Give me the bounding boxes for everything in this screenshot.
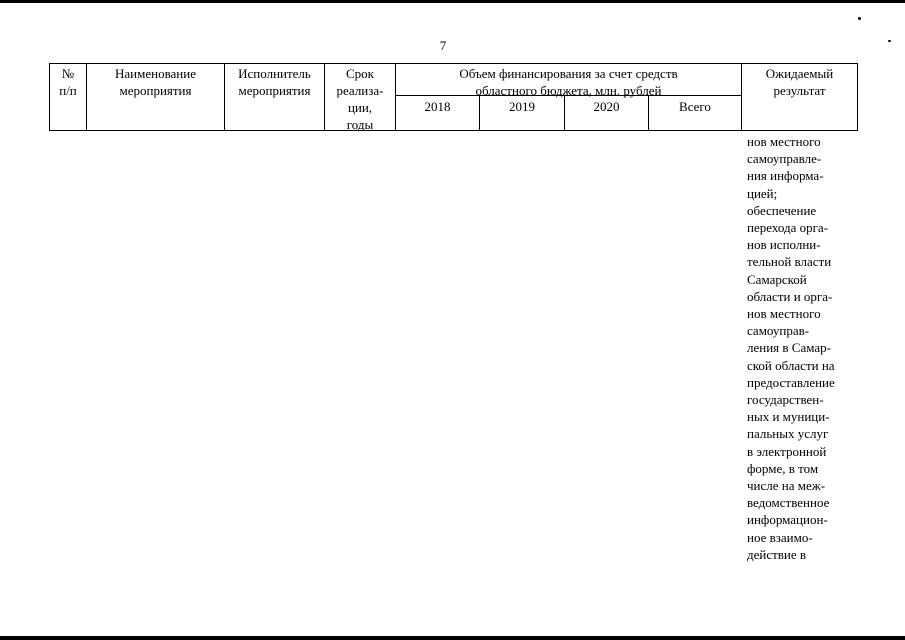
result-line: информацион- bbox=[747, 512, 828, 528]
expected-result-text bbox=[747, 133, 859, 563]
header-funding: Объем финансирования за счет средств областного бюджета, млн. рублей bbox=[459, 66, 678, 98]
result-line: в электронной bbox=[747, 443, 827, 459]
result-line: перехода орга- bbox=[747, 220, 829, 236]
result-line: обеспечение bbox=[747, 202, 817, 218]
header-number: № п/п bbox=[59, 66, 77, 98]
result-line: самоуправ- bbox=[747, 323, 810, 339]
result-line: нов исполни- bbox=[747, 237, 821, 253]
scan-edge-bottom bbox=[0, 636, 905, 640]
header-total: Всего bbox=[679, 99, 711, 114]
result-line: ления в Самар- bbox=[747, 340, 831, 356]
result-line: области и орга- bbox=[747, 288, 833, 304]
scan-edge-top bbox=[0, 0, 905, 3]
scan-speck bbox=[858, 17, 861, 20]
result-line: ных и муници- bbox=[747, 409, 830, 425]
scan-speck bbox=[888, 40, 891, 42]
result-line: тельной власти bbox=[747, 254, 832, 270]
result-line: ное взаимо- bbox=[747, 529, 813, 545]
header-year-2020: 2020 bbox=[593, 99, 620, 114]
result-line: государствен- bbox=[747, 392, 824, 408]
result-line: нов местного bbox=[747, 134, 821, 149]
table-header bbox=[49, 63, 858, 131]
result-line: ской области на bbox=[747, 357, 835, 373]
result-line: ния информа- bbox=[747, 168, 824, 184]
page-number: 7 bbox=[439, 38, 447, 53]
result-line: пальных услуг bbox=[747, 426, 829, 442]
header-name: Наименование мероприятия bbox=[115, 66, 196, 98]
result-line: ведомственное bbox=[747, 495, 830, 511]
result-line: нов местного bbox=[747, 306, 821, 322]
result-line: самоуправле- bbox=[747, 151, 822, 167]
result-line: действие в bbox=[747, 546, 807, 562]
header-executor: Исполнитель мероприятия bbox=[238, 66, 311, 98]
result-line: цией; bbox=[747, 185, 778, 201]
result-line: предоставление bbox=[747, 374, 835, 390]
header-year-2018: 2018 bbox=[424, 99, 451, 114]
header-year-2019: 2019 bbox=[509, 99, 535, 114]
header-result: Ожидаемый результат bbox=[765, 66, 834, 98]
header-period: Срок реализа- ции, годы bbox=[336, 66, 384, 132]
result-line: Самарской bbox=[747, 271, 807, 287]
result-line: форме, в том bbox=[747, 460, 819, 476]
result-line: числе на меж- bbox=[747, 478, 826, 494]
